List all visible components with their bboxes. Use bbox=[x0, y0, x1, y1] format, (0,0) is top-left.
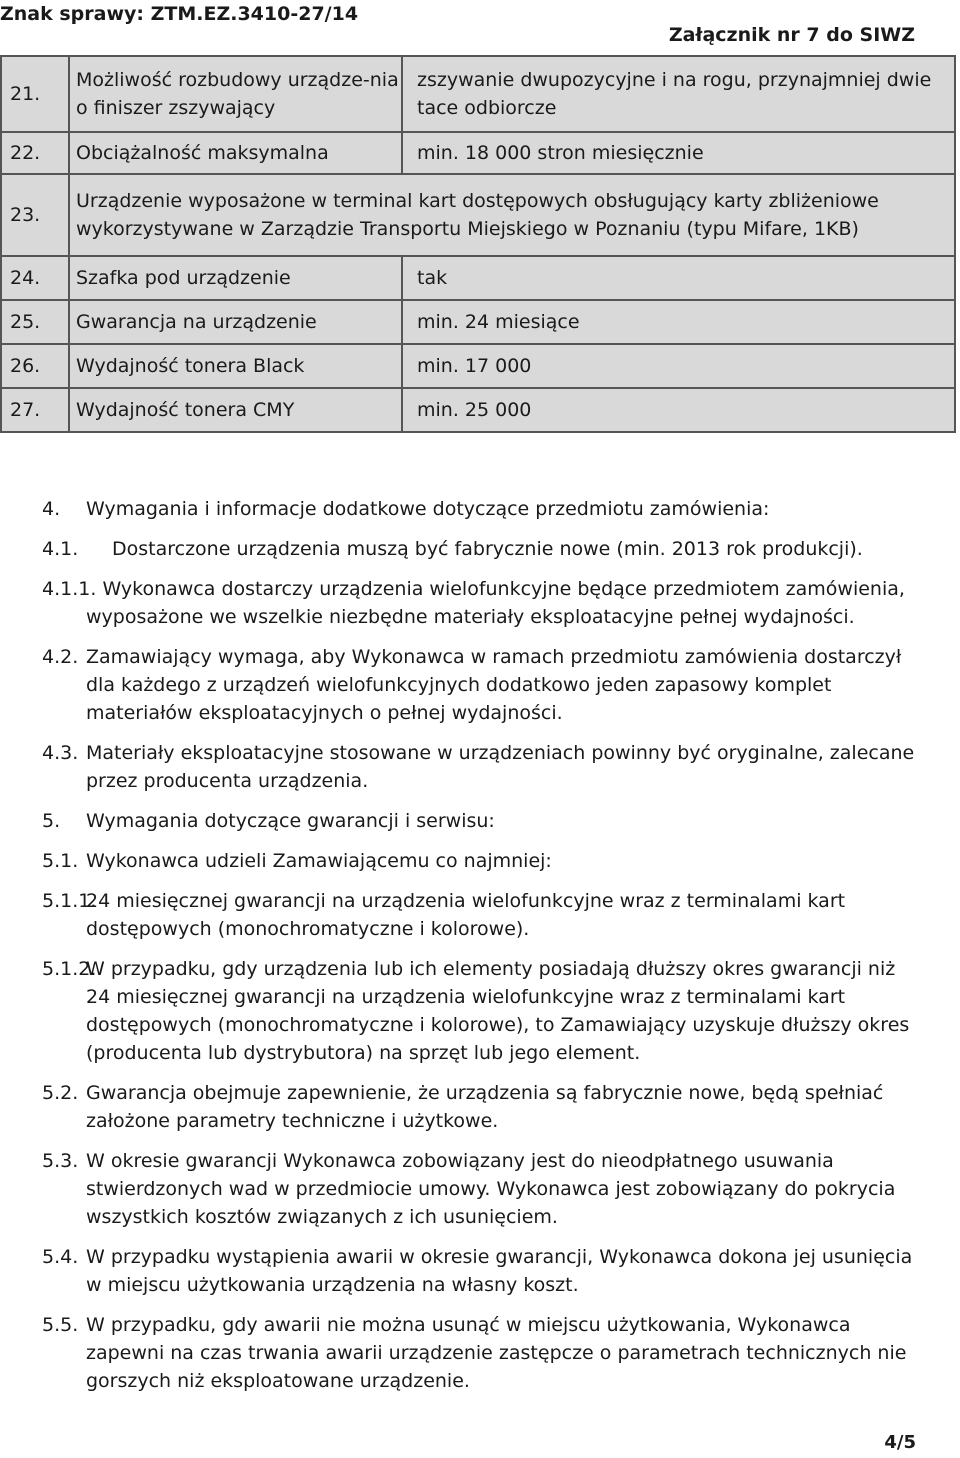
section-number: 5.1.2. bbox=[42, 958, 97, 980]
row-value: min. 17 000 bbox=[402, 344, 955, 388]
section-item bbox=[42, 535, 922, 563]
section-item bbox=[42, 643, 922, 727]
section-text: Zamawiający wymaga, aby Wykonawca w ramach przedmiotu zamówienia dostarczył dla każdego z urządzeń wielofunkcyjnych dodatkowo jeden zapasowy komplet materiałów eksploatacyjnych o pełnej wydajności. bbox=[86, 646, 902, 724]
section-item bbox=[42, 575, 922, 631]
section-number: 5.4. bbox=[42, 1246, 79, 1268]
page-number: 4/5 bbox=[884, 1432, 916, 1453]
row-number: 21. bbox=[1, 56, 69, 132]
row-label: Gwarancja na urządzenie bbox=[69, 300, 402, 344]
section-text: W okresie gwarancji Wykonawca zobowiązany jest do nieodpłatnego usuwania stwierdzonych wad w przedmiocie umowy. Wykonawca jest zobowiązany do pokrycia wszystkich kosztów związanych z ich usunięciem. bbox=[86, 1150, 896, 1228]
section-item bbox=[42, 1311, 922, 1395]
section-number: 5.1. bbox=[42, 850, 79, 872]
section-text: Dostarczone urządzenia muszą być fabrycznie nowe (min. 2013 rok produkcji). bbox=[112, 538, 863, 560]
section-number: 4.3. bbox=[42, 742, 79, 764]
row-number: 22. bbox=[1, 132, 69, 174]
row-label: Wydajność tonera Black bbox=[69, 344, 402, 388]
section-item bbox=[42, 495, 922, 523]
table-row bbox=[1, 300, 955, 344]
row-full-text: Urządzenie wyposażone w terminal kart dostępowych obsługujący karty zbliżeniowe wykorzystywane w Zarządzie Transportu Miejskiego w Poznaniu (typu Mifare, 1KB) bbox=[69, 174, 955, 256]
document-body bbox=[42, 495, 922, 1407]
section-text: Wykonawca udzieli Zamawiającemu co najmniej: bbox=[86, 850, 552, 872]
row-number: 26. bbox=[1, 344, 69, 388]
section-item bbox=[42, 955, 922, 1067]
case-number: Znak sprawy: ZTM.EZ.3410-27/14 bbox=[0, 3, 359, 25]
row-value: min. 18 000 stron miesięcznie bbox=[402, 132, 955, 174]
row-number: 23. bbox=[1, 174, 69, 256]
section-item bbox=[42, 1243, 922, 1299]
section-number: 5.5. bbox=[42, 1314, 79, 1336]
section-number: 4.1. bbox=[42, 538, 79, 560]
section-text: W przypadku, gdy awarii nie można usunąć w miejscu użytkowania, Wykonawca zapewni na czas trwania awarii urządzenie zastępcze o parametrach technicznych nie gorszych niż eksploatowane urządzenie. bbox=[86, 1314, 907, 1392]
section-text: 24 miesięcznej gwarancji na urządzenia wielofunkcyjne wraz z terminalami kart dostępowych (monochromatyczne i kolorowe). bbox=[86, 890, 846, 940]
table-row bbox=[1, 174, 955, 256]
table-row bbox=[1, 132, 955, 174]
section-item bbox=[42, 1079, 922, 1135]
row-label: Szafka pod urządzenie bbox=[69, 256, 402, 300]
section-item bbox=[42, 887, 922, 943]
attachment-label: Załącznik nr 7 do SIWZ bbox=[668, 24, 915, 46]
row-label: Obciążalność maksymalna bbox=[69, 132, 402, 174]
section-text: Wymagania dotyczące gwarancji i serwisu: bbox=[86, 810, 495, 832]
row-value: min. 25 000 bbox=[402, 388, 955, 432]
section-number: 4. bbox=[42, 498, 61, 520]
section-item bbox=[42, 847, 922, 875]
row-label: Możliwość rozbudowy urządze-nia o finiszer zszywający bbox=[69, 56, 402, 132]
section-number: 5.3. bbox=[42, 1150, 79, 1172]
row-value: zszywanie dwupozycyjne i na rogu, przynajmniej dwie tace odbiorcze bbox=[402, 56, 955, 132]
section-number: 4.2. bbox=[42, 646, 79, 668]
row-number: 24. bbox=[1, 256, 69, 300]
section-text: Materiały eksploatacyjne stosowane w urządzeniach powinny być oryginalne, zalecane przez producenta urządzenia. bbox=[86, 742, 915, 792]
section-text: Wymagania i informacje dodatkowe dotyczące przedmiotu zamówienia: bbox=[86, 498, 770, 520]
row-value: min. 24 miesiące bbox=[402, 300, 955, 344]
section-item bbox=[42, 739, 922, 795]
section-text: W przypadku, gdy urządzenia lub ich elementy posiadają dłuższy okres gwarancji niż 24 miesięcznej gwarancji na urządzenia wielofunkcyjne wraz z terminalami kart dostępowych (monochromatyczne i kolorowe), to Zamawiający uzyskuje dłuższy okres (producenta lub dystrybutora) na sprzęt lub jego element. bbox=[86, 958, 910, 1064]
row-number: 27. bbox=[1, 388, 69, 432]
section-number: 5.1.1. bbox=[42, 890, 97, 912]
spec-table bbox=[0, 55, 956, 433]
section-number: 5.2. bbox=[42, 1082, 79, 1104]
row-number: 25. bbox=[1, 300, 69, 344]
section-text: Wykonawca dostarczy urządzenia wielofunkcyjne będące przedmiotem zamówienia, wyposażone we wszelkie niezbędne materiały eksploatacyjne pełnej wydajności. bbox=[86, 578, 905, 628]
row-value: tak bbox=[402, 256, 955, 300]
section-text: Gwarancja obejmuje zapewnienie, że urządzenia są fabrycznie nowe, będą spełniać założone parametry techniczne i użytkowe. bbox=[86, 1082, 884, 1132]
row-label: Wydajność tonera CMY bbox=[69, 388, 402, 432]
section-number: 4.1.1. bbox=[42, 578, 103, 600]
table-row bbox=[1, 56, 955, 132]
section-item bbox=[42, 1147, 922, 1231]
table-row bbox=[1, 388, 955, 432]
section-item bbox=[42, 807, 922, 835]
table-row bbox=[1, 344, 955, 388]
page-header bbox=[0, 0, 960, 52]
section-text: W przypadku wystąpienia awarii w okresie gwarancji, Wykonawca dokona jej usunięcia w miejscu użytkowania urządzenia na własny koszt. bbox=[86, 1246, 913, 1296]
section-number: 5. bbox=[42, 810, 61, 832]
table-row bbox=[1, 256, 955, 300]
